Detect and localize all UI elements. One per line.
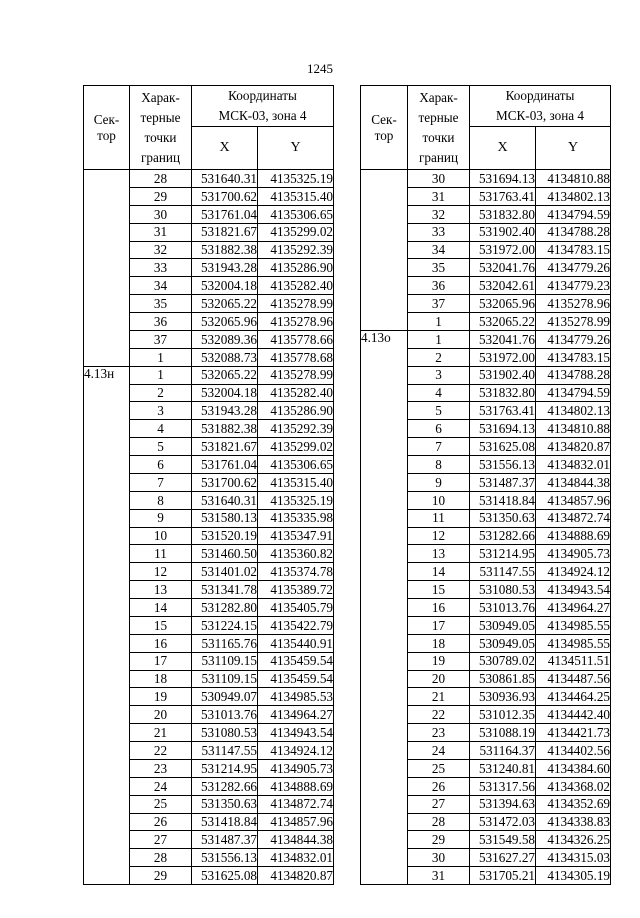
point-number-cell: 1	[408, 330, 470, 348]
point-number-cell: 9	[408, 473, 470, 491]
sector-cell: 4.13н	[84, 366, 130, 884]
point-number-cell: 1	[130, 366, 192, 384]
y-coordinate-cell: 4135278.99	[258, 366, 334, 384]
y-coordinate-cell: 4134985.55	[536, 634, 611, 652]
point-number-cell: 8	[130, 491, 192, 509]
y-coordinate-cell: 4134985.53	[258, 688, 334, 706]
point-number-cell: 13	[130, 581, 192, 599]
header-sector-line2: тор	[374, 127, 394, 143]
x-coordinate-cell: 532065.22	[470, 313, 536, 331]
point-number-cell: 14	[408, 563, 470, 581]
x-coordinate-cell: 531013.76	[192, 706, 258, 724]
x-coordinate-cell: 530949.05	[470, 616, 536, 634]
x-coordinate-cell: 531164.37	[470, 742, 536, 760]
header-char-line1: Харак-	[419, 89, 458, 105]
header-y: Y	[258, 127, 334, 170]
x-coordinate-cell: 531487.37	[470, 473, 536, 491]
point-number-cell: 3	[130, 402, 192, 420]
x-coordinate-cell: 531109.15	[192, 670, 258, 688]
y-coordinate-cell: 4134794.59	[536, 384, 611, 402]
x-coordinate-cell: 531902.40	[470, 366, 536, 384]
x-coordinate-cell: 531080.53	[470, 581, 536, 599]
point-number-cell: 16	[408, 599, 470, 617]
x-coordinate-cell: 531972.00	[470, 348, 536, 366]
point-number-cell: 28	[130, 849, 192, 867]
y-coordinate-cell: 4135299.02	[258, 223, 334, 241]
y-coordinate-cell: 4134326.25	[536, 831, 611, 849]
y-coordinate-cell: 4134338.83	[536, 813, 611, 831]
point-number-cell: 33	[408, 223, 470, 241]
table-row	[361, 330, 611, 348]
y-coordinate-cell: 4135315.40	[258, 473, 334, 491]
x-coordinate-cell: 531972.00	[470, 241, 536, 259]
x-coordinate-cell: 531832.80	[470, 205, 536, 223]
x-coordinate-cell: 531214.95	[192, 759, 258, 777]
x-coordinate-cell: 532065.22	[192, 366, 258, 384]
point-number-cell: 22	[408, 706, 470, 724]
y-coordinate-cell: 4135325.19	[258, 170, 334, 188]
x-coordinate-cell: 530949.07	[192, 688, 258, 706]
x-coordinate-cell: 532088.73	[192, 348, 258, 366]
y-coordinate-cell: 4134943.54	[258, 724, 334, 742]
x-coordinate-cell: 532065.96	[192, 313, 258, 331]
header-coords-line2: МСК-03, зона 4	[218, 108, 307, 123]
point-number-cell: 12	[130, 563, 192, 581]
x-coordinate-cell: 531214.95	[470, 545, 536, 563]
point-number-cell: 18	[130, 670, 192, 688]
y-coordinate-cell: 4134783.15	[536, 348, 611, 366]
table-row	[84, 170, 334, 188]
point-number-cell: 24	[408, 742, 470, 760]
coordinates-table-left	[83, 85, 334, 885]
y-coordinate-cell: 4135286.90	[258, 259, 334, 277]
table-row	[84, 366, 334, 384]
x-coordinate-cell: 531700.62	[192, 187, 258, 205]
point-number-cell: 16	[130, 634, 192, 652]
header-char-line3: точки	[144, 129, 177, 145]
x-coordinate-cell: 531821.67	[192, 438, 258, 456]
x-coordinate-cell: 531882.38	[192, 241, 258, 259]
y-coordinate-cell: 4134924.12	[258, 742, 334, 760]
y-coordinate-cell: 4134832.01	[258, 849, 334, 867]
y-coordinate-cell: 4134810.88	[536, 420, 611, 438]
point-number-cell: 23	[130, 759, 192, 777]
header-char-line4: границ	[140, 149, 181, 165]
y-coordinate-cell: 4134788.28	[536, 366, 611, 384]
y-coordinate-cell: 4135459.54	[258, 670, 334, 688]
point-number-cell: 31	[408, 867, 470, 885]
y-coordinate-cell: 4135292.39	[258, 420, 334, 438]
y-coordinate-cell: 4135278.99	[536, 313, 611, 331]
point-number-cell: 25	[130, 795, 192, 813]
x-coordinate-cell: 531761.04	[192, 456, 258, 474]
header-coords-line2: МСК-03, зона 4	[495, 108, 585, 123]
y-coordinate-cell: 4134487.56	[536, 670, 611, 688]
y-coordinate-cell: 4134402.56	[536, 742, 611, 760]
point-number-cell: 31	[130, 223, 192, 241]
x-coordinate-cell: 531224.15	[192, 616, 258, 634]
y-coordinate-cell: 4134924.12	[536, 563, 611, 581]
point-number-cell: 28	[130, 170, 192, 188]
point-number-cell: 32	[408, 205, 470, 223]
point-number-cell: 17	[130, 652, 192, 670]
y-coordinate-cell: 4134964.27	[258, 706, 334, 724]
header-characteristic-points	[130, 86, 192, 170]
point-number-cell: 37	[130, 330, 192, 348]
y-coordinate-cell: 4134832.01	[536, 456, 611, 474]
y-coordinate-cell: 4135278.96	[536, 295, 611, 313]
y-coordinate-cell: 4135778.68	[258, 348, 334, 366]
point-number-cell: 29	[408, 831, 470, 849]
x-coordinate-cell: 531761.04	[192, 205, 258, 223]
x-coordinate-cell: 531549.58	[470, 831, 536, 849]
x-coordinate-cell: 531350.63	[470, 509, 536, 527]
point-number-cell: 29	[130, 867, 192, 885]
x-coordinate-cell: 531472.03	[470, 813, 536, 831]
y-coordinate-cell: 4135422.79	[258, 616, 334, 634]
x-coordinate-cell: 531350.63	[192, 795, 258, 813]
x-coordinate-cell: 530861.85	[470, 670, 536, 688]
x-coordinate-cell: 531317.56	[470, 777, 536, 795]
x-coordinate-cell: 531012.35	[470, 706, 536, 724]
point-number-cell: 19	[408, 652, 470, 670]
x-coordinate-cell: 531418.84	[470, 491, 536, 509]
x-coordinate-cell: 531013.76	[470, 599, 536, 617]
y-coordinate-cell: 4135405.79	[258, 599, 334, 617]
point-number-cell: 20	[408, 670, 470, 688]
x-coordinate-cell: 531763.41	[470, 187, 536, 205]
x-coordinate-cell: 531460.50	[192, 545, 258, 563]
page-number: 1245	[307, 61, 333, 76]
header-char-line3: точки	[422, 129, 455, 145]
x-coordinate-cell: 531821.67	[192, 223, 258, 241]
point-number-cell: 23	[408, 724, 470, 742]
point-number-cell: 6	[408, 420, 470, 438]
x-coordinate-cell: 531694.13	[470, 420, 536, 438]
x-coordinate-cell: 531147.55	[470, 563, 536, 581]
table-body-left	[84, 170, 334, 885]
point-number-cell: 7	[130, 473, 192, 491]
point-number-cell: 2	[408, 348, 470, 366]
header-coordinates	[470, 86, 611, 127]
y-coordinate-cell: 4135306.65	[258, 205, 334, 223]
x-coordinate-cell: 531520.19	[192, 527, 258, 545]
point-number-cell: 29	[130, 187, 192, 205]
point-number-cell: 26	[130, 813, 192, 831]
y-coordinate-cell: 4134511.51	[536, 652, 611, 670]
x-coordinate-cell: 532089.36	[192, 330, 258, 348]
point-number-cell: 36	[130, 313, 192, 331]
x-coordinate-cell: 531240.81	[470, 759, 536, 777]
point-number-cell: 2	[130, 384, 192, 402]
y-coordinate-cell: 4134905.73	[258, 759, 334, 777]
x-coordinate-cell: 531487.37	[192, 831, 258, 849]
point-number-cell: 28	[408, 813, 470, 831]
x-coordinate-cell: 531705.21	[470, 867, 536, 885]
y-coordinate-cell: 4134888.69	[536, 527, 611, 545]
header-coords-line1: Координаты	[228, 88, 297, 103]
point-number-cell: 4	[130, 420, 192, 438]
point-number-cell: 30	[130, 205, 192, 223]
y-coordinate-cell: 4134844.38	[258, 831, 334, 849]
y-coordinate-cell: 4135286.90	[258, 402, 334, 420]
point-number-cell: 12	[408, 527, 470, 545]
y-coordinate-cell: 4135335.98	[258, 509, 334, 527]
y-coordinate-cell: 4135360.82	[258, 545, 334, 563]
x-coordinate-cell: 531282.66	[470, 527, 536, 545]
y-coordinate-cell: 4134779.26	[536, 330, 611, 348]
point-number-cell: 22	[130, 742, 192, 760]
header-x: X	[192, 127, 258, 170]
point-number-cell: 13	[408, 545, 470, 563]
point-number-cell: 7	[408, 438, 470, 456]
y-coordinate-cell: 4134794.59	[536, 205, 611, 223]
x-coordinate-cell: 531341.78	[192, 581, 258, 599]
point-number-cell: 36	[408, 277, 470, 295]
y-coordinate-cell: 4134802.13	[536, 187, 611, 205]
point-number-cell: 6	[130, 456, 192, 474]
x-coordinate-cell: 531147.55	[192, 742, 258, 760]
point-number-cell: 21	[408, 688, 470, 706]
sector-cell	[361, 170, 408, 331]
x-coordinate-cell: 531080.53	[192, 724, 258, 742]
y-coordinate-cell: 4134943.54	[536, 581, 611, 599]
point-number-cell: 15	[130, 616, 192, 634]
point-number-cell: 4	[408, 384, 470, 402]
y-coordinate-cell: 4135306.65	[258, 456, 334, 474]
x-coordinate-cell: 531580.13	[192, 509, 258, 527]
point-number-cell: 11	[408, 509, 470, 527]
point-number-cell: 27	[130, 831, 192, 849]
point-number-cell: 33	[130, 259, 192, 277]
x-coordinate-cell: 531700.62	[192, 473, 258, 491]
y-coordinate-cell: 4135278.99	[258, 295, 334, 313]
sector-cell	[84, 170, 130, 367]
x-coordinate-cell: 531943.28	[192, 402, 258, 420]
y-coordinate-cell: 4134421.73	[536, 724, 611, 742]
y-coordinate-cell: 4134779.26	[536, 259, 611, 277]
point-number-cell: 5	[130, 438, 192, 456]
coordinates-table-right	[360, 85, 611, 885]
header-char-line1: Харак-	[141, 89, 180, 105]
y-coordinate-cell: 4135315.40	[258, 187, 334, 205]
y-coordinate-cell: 4135282.40	[258, 277, 334, 295]
x-coordinate-cell: 530949.05	[470, 634, 536, 652]
x-coordinate-cell: 531902.40	[470, 223, 536, 241]
y-coordinate-cell: 4134315.03	[536, 849, 611, 867]
y-coordinate-cell: 4134305.19	[536, 867, 611, 885]
point-number-cell: 30	[408, 849, 470, 867]
y-coordinate-cell: 4135389.72	[258, 581, 334, 599]
y-coordinate-cell: 4134442.40	[536, 706, 611, 724]
y-coordinate-cell: 4134857.96	[258, 813, 334, 831]
y-coordinate-cell: 4135459.54	[258, 652, 334, 670]
y-coordinate-cell: 4134464.25	[536, 688, 611, 706]
x-coordinate-cell: 532004.18	[192, 277, 258, 295]
point-number-cell: 1	[130, 348, 192, 366]
header-char-line4: границ	[418, 149, 459, 165]
header-x: X	[470, 127, 536, 170]
x-coordinate-cell: 531627.27	[470, 849, 536, 867]
y-coordinate-cell: 4134788.28	[536, 223, 611, 241]
x-coordinate-cell: 532065.96	[470, 295, 536, 313]
y-coordinate-cell: 4134779.23	[536, 277, 611, 295]
x-coordinate-cell: 531282.66	[192, 777, 258, 795]
y-coordinate-cell: 4134844.38	[536, 473, 611, 491]
y-coordinate-cell: 4134368.02	[536, 777, 611, 795]
point-number-cell: 37	[408, 295, 470, 313]
x-coordinate-cell: 531640.31	[192, 491, 258, 509]
point-number-cell: 18	[408, 634, 470, 652]
x-coordinate-cell: 530936.93	[470, 688, 536, 706]
y-coordinate-cell: 4134384.60	[536, 759, 611, 777]
table-row	[361, 170, 611, 188]
y-coordinate-cell: 4134872.74	[258, 795, 334, 813]
x-coordinate-cell: 531625.08	[470, 438, 536, 456]
point-number-cell: 17	[408, 616, 470, 634]
x-coordinate-cell: 531640.31	[192, 170, 258, 188]
point-number-cell: 30	[408, 170, 470, 188]
table-body-right	[361, 170, 611, 885]
header-sector	[361, 86, 408, 170]
x-coordinate-cell: 532065.22	[192, 295, 258, 313]
y-coordinate-cell: 4134810.88	[536, 170, 611, 188]
y-coordinate-cell: 4134985.55	[536, 616, 611, 634]
point-number-cell: 27	[408, 795, 470, 813]
x-coordinate-cell: 531165.76	[192, 634, 258, 652]
y-coordinate-cell: 4134820.87	[258, 867, 334, 885]
point-number-cell: 35	[408, 259, 470, 277]
x-coordinate-cell: 531556.13	[470, 456, 536, 474]
header-y: Y	[536, 127, 611, 170]
y-coordinate-cell: 4134857.96	[536, 491, 611, 509]
y-coordinate-cell: 4135282.40	[258, 384, 334, 402]
point-number-cell: 3	[408, 366, 470, 384]
y-coordinate-cell: 4134905.73	[536, 545, 611, 563]
point-number-cell: 26	[408, 777, 470, 795]
header-coordinates	[192, 86, 334, 127]
point-number-cell: 20	[130, 706, 192, 724]
y-coordinate-cell: 4135292.39	[258, 241, 334, 259]
x-coordinate-cell: 531882.38	[192, 420, 258, 438]
x-coordinate-cell: 531282.80	[192, 599, 258, 617]
y-coordinate-cell: 4134820.87	[536, 438, 611, 456]
point-number-cell: 15	[408, 581, 470, 599]
y-coordinate-cell: 4135440.91	[258, 634, 334, 652]
x-coordinate-cell: 532004.18	[192, 384, 258, 402]
point-number-cell: 9	[130, 509, 192, 527]
point-number-cell: 19	[130, 688, 192, 706]
point-number-cell: 25	[408, 759, 470, 777]
x-coordinate-cell: 531694.13	[470, 170, 536, 188]
point-number-cell: 1	[408, 313, 470, 331]
header-char-line2: терные	[140, 109, 181, 125]
y-coordinate-cell: 4135299.02	[258, 438, 334, 456]
point-number-cell: 14	[130, 599, 192, 617]
point-number-cell: 32	[130, 241, 192, 259]
y-coordinate-cell: 4134783.15	[536, 241, 611, 259]
y-coordinate-cell: 4135778.66	[258, 330, 334, 348]
y-coordinate-cell: 4134964.27	[536, 599, 611, 617]
sector-cell: 4.13о	[361, 330, 408, 884]
x-coordinate-cell: 532041.76	[470, 330, 536, 348]
x-coordinate-cell: 531943.28	[192, 259, 258, 277]
y-coordinate-cell: 4134872.74	[536, 509, 611, 527]
point-number-cell: 21	[130, 724, 192, 742]
x-coordinate-cell: 531418.84	[192, 813, 258, 831]
point-number-cell: 10	[130, 527, 192, 545]
point-number-cell: 34	[408, 241, 470, 259]
x-coordinate-cell: 531088.19	[470, 724, 536, 742]
y-coordinate-cell: 4134352.69	[536, 795, 611, 813]
header-sector-line1: Сек-	[93, 111, 120, 127]
point-number-cell: 24	[130, 777, 192, 795]
x-coordinate-cell: 530789.02	[470, 652, 536, 670]
point-number-cell: 11	[130, 545, 192, 563]
y-coordinate-cell: 4135325.19	[258, 491, 334, 509]
x-coordinate-cell: 531625.08	[192, 867, 258, 885]
x-coordinate-cell: 532041.76	[470, 259, 536, 277]
x-coordinate-cell: 531401.02	[192, 563, 258, 581]
point-number-cell: 5	[408, 402, 470, 420]
header-sector-line2: тор	[97, 127, 116, 143]
y-coordinate-cell: 4134802.13	[536, 402, 611, 420]
point-number-cell: 35	[130, 295, 192, 313]
header-sector-line1: Сек-	[371, 111, 397, 127]
y-coordinate-cell: 4135278.96	[258, 313, 334, 331]
x-coordinate-cell: 532042.61	[470, 277, 536, 295]
point-number-cell: 8	[408, 456, 470, 474]
y-coordinate-cell: 4134888.69	[258, 777, 334, 795]
point-number-cell: 10	[408, 491, 470, 509]
point-number-cell: 34	[130, 277, 192, 295]
x-coordinate-cell: 531556.13	[192, 849, 258, 867]
header-coords-line1: Координаты	[505, 88, 575, 103]
header-characteristic-points	[408, 86, 470, 170]
x-coordinate-cell: 531763.41	[470, 402, 536, 420]
y-coordinate-cell: 4135347.91	[258, 527, 334, 545]
header-sector	[84, 86, 130, 170]
x-coordinate-cell: 531394.63	[470, 795, 536, 813]
header-char-line2: терные	[418, 109, 459, 125]
point-number-cell: 31	[408, 187, 470, 205]
y-coordinate-cell: 4135374.78	[258, 563, 334, 581]
x-coordinate-cell: 531832.80	[470, 384, 536, 402]
x-coordinate-cell: 531109.15	[192, 652, 258, 670]
